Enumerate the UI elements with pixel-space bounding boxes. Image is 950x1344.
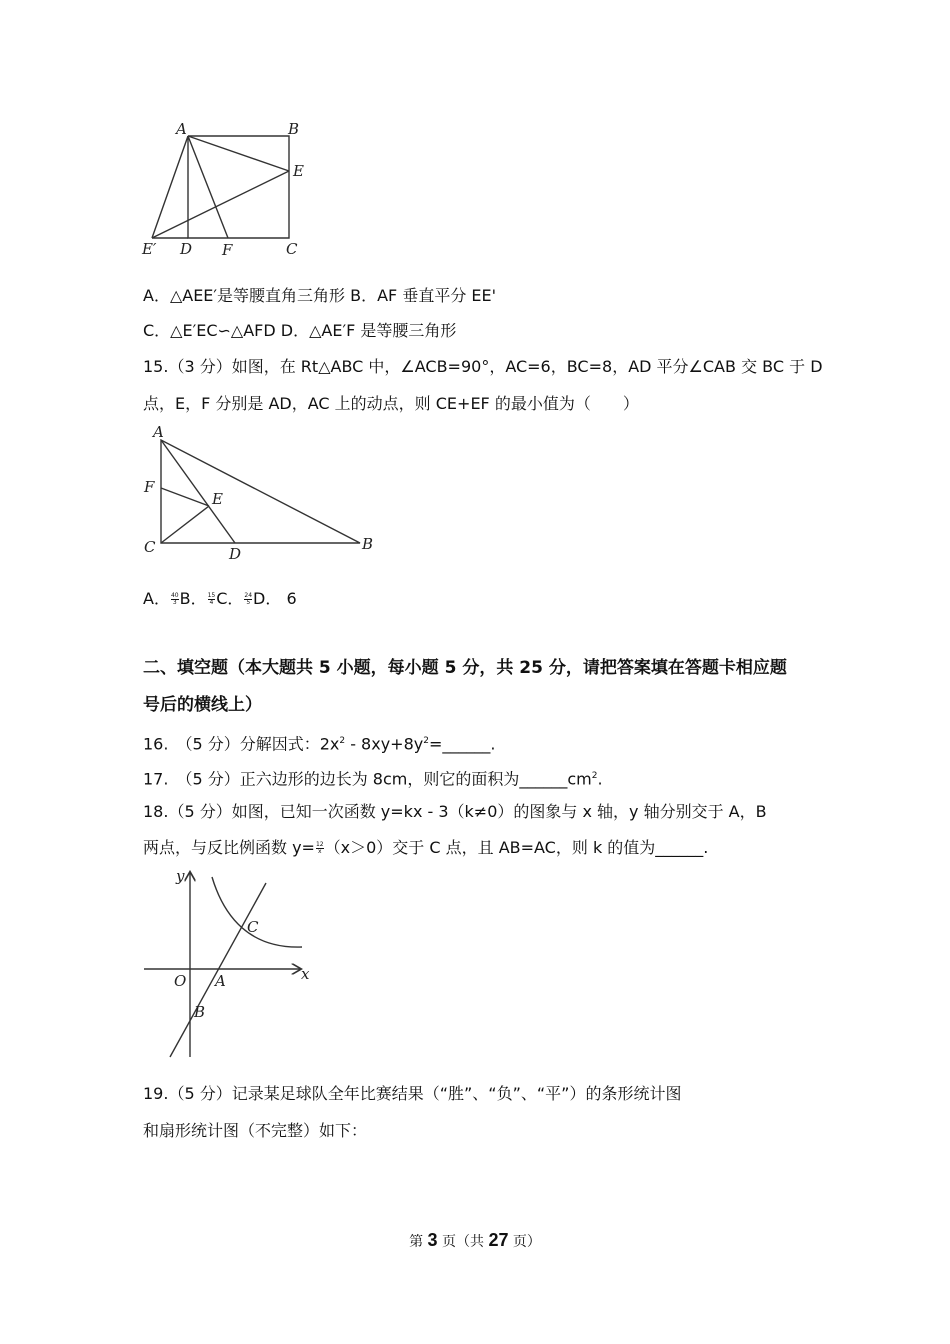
q14-options-line1: A．△AEE′是等腰直角三角形 B．AF 垂直平分 EE' [143, 286, 497, 305]
fraction-12-over-x: $\frac{12}{x}$ [315, 841, 324, 855]
section2-heading-line1: 二、填空题（本大题共 5 小题，每小题 5 分，共 25 分，请把答案填在答题卡相应题 [143, 658, 787, 678]
label-x: x [301, 965, 310, 983]
label-o: O [174, 972, 187, 990]
page-footer: 第 3 页（共 27 页） [409, 1230, 541, 1250]
label-d: D [180, 240, 193, 258]
label-b: B [288, 120, 300, 138]
q15-stem-line1: 15.（3 分）如图，在 Rt△ABC 中，∠ACB=90°，AC=6，BC=8，AD 平分∠CAB 交 BC 于 D [143, 357, 823, 376]
hyperbola-curve [212, 877, 302, 947]
segment-ce [161, 506, 209, 543]
q19-stem-line1: 19.（5 分）记录某足球队全年比赛结果（“胜”、“负”、“平”）的条形统计图 [143, 1084, 682, 1103]
q14-options-line2: C．△E′EC∽△AFD D．△AE′F 是等腰三角形 [143, 321, 457, 340]
q14-figure [138, 118, 318, 263]
label-a: A [153, 423, 164, 441]
q18-stem-line1: 18.（5 分）如图，已知一次函数 y=kx - 3（k≠0）的图象与 x 轴，y 轴分别交于 A，B [143, 802, 767, 821]
q15-figure [138, 420, 378, 565]
square-abcd [188, 136, 289, 238]
q15-stem-line2: 点，E，F 分别是 AD，AC 上的动点，则 CE+EF 的最小值为（ ） [143, 394, 639, 413]
section2-heading-line2: 号后的横线上） [143, 695, 262, 715]
label-c: C [286, 240, 298, 258]
label-y: y [176, 867, 185, 885]
label-e: E [293, 162, 304, 180]
label-a: A [215, 972, 226, 990]
label-b: B [362, 535, 374, 553]
q16-stem: 16. （5 分）分解因式：$2x^2$ - $8xy+8y^2=\_\_\_\_\_\_$. [143, 734, 496, 754]
label-d: D [229, 545, 242, 563]
label-f: F [144, 478, 155, 496]
q18-stem-line2: 两点，与反比例函数 y= $\frac{12}{x}$ （x＞0）交于 C 点，且 AB=AC，则 k 的值为______. [143, 838, 709, 857]
label-c: C [247, 918, 259, 936]
label-c: C [144, 538, 156, 556]
segment-af [188, 136, 228, 238]
q15-options: A． $\frac{40}{3}$ B． $\frac{15}{4}$ C． $\frac{24}{5}$ D． 6 [143, 589, 297, 608]
label-f: F [222, 241, 233, 259]
label-b: B [194, 1003, 206, 1021]
fraction-c: $\frac{24}{5}$ [244, 592, 253, 606]
q18-figure [140, 865, 330, 1060]
label-e-prime: E′ [142, 240, 157, 258]
label-e: E [212, 490, 223, 508]
fraction-a: $\frac{40}{3}$ [170, 592, 179, 606]
triangle-acb [161, 440, 360, 543]
segment-ae [188, 136, 289, 171]
q17-stem: 17. （5 分）正六边形的边长为 8cm，则它的面积为$\_\_\_\_\_\_cm^2$. [143, 769, 603, 789]
label-a: A [176, 120, 187, 138]
fraction-b: $\frac{15}{4}$ [207, 592, 216, 606]
q19-stem-line2: 和扇形统计图（不完整）如下： [143, 1121, 368, 1140]
linear-function-line [170, 883, 266, 1057]
